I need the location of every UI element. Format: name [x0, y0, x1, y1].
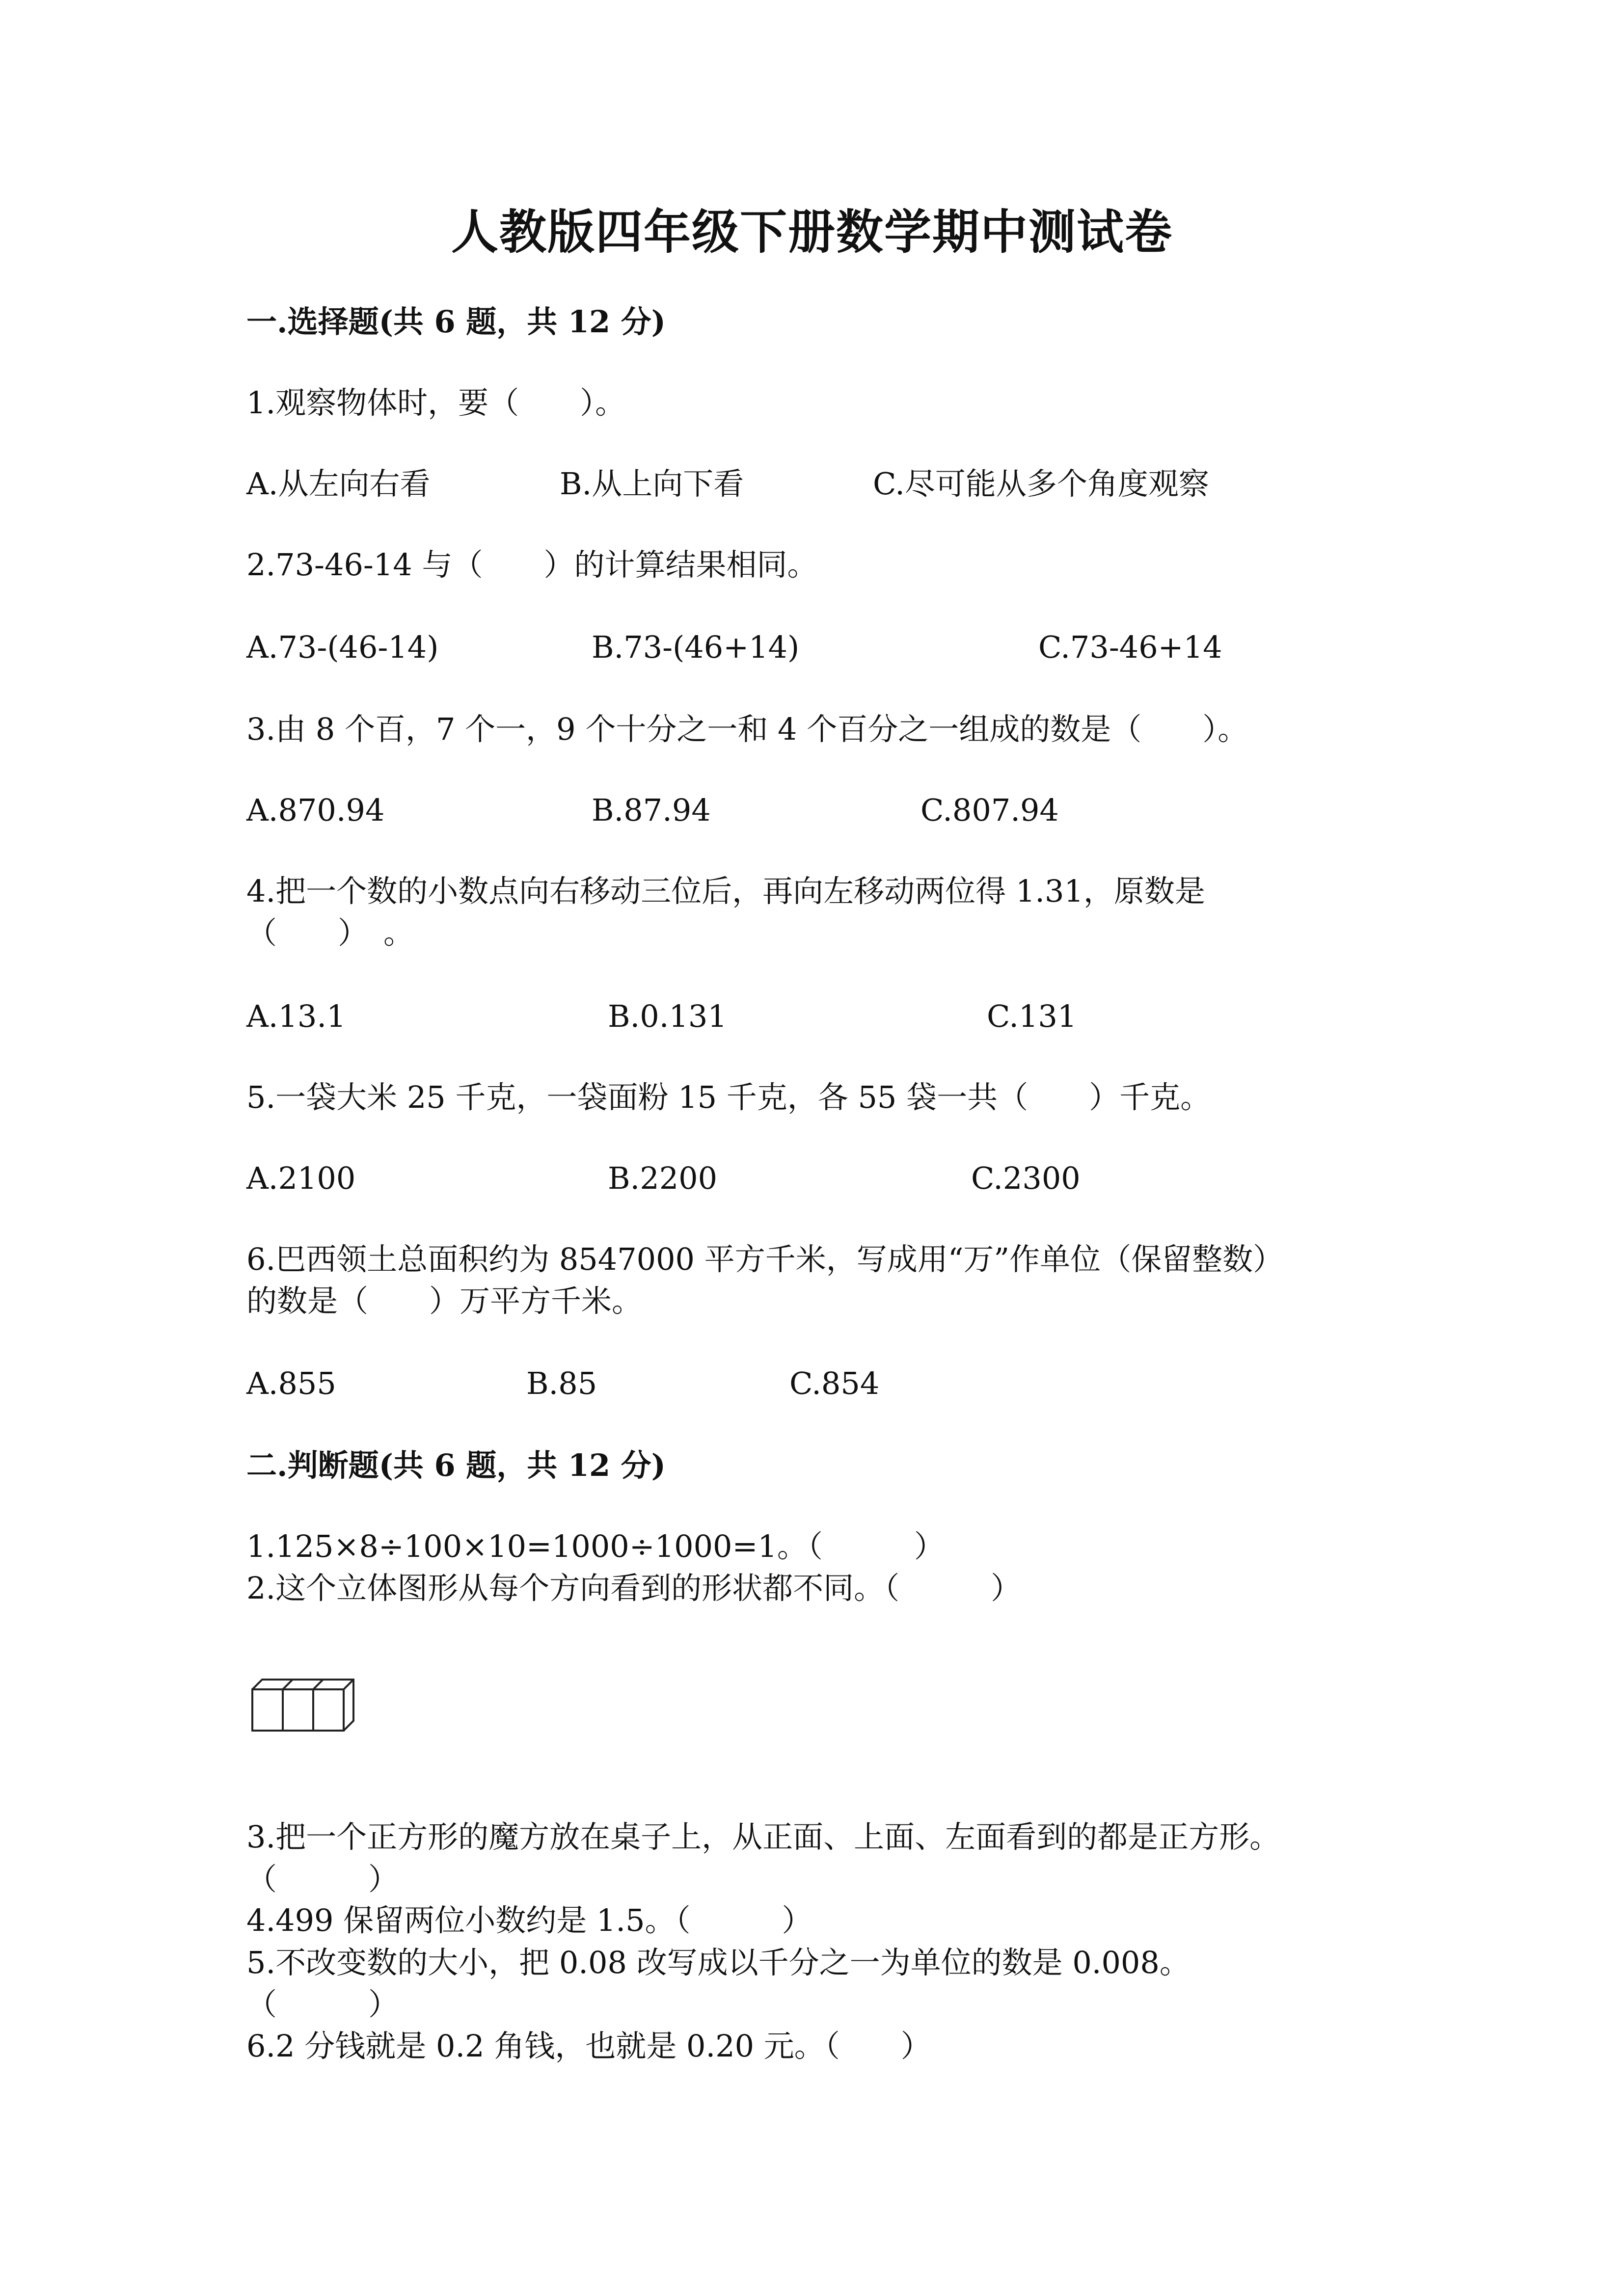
question-2-option-b: B.73-(46+14): [592, 629, 800, 665]
page-title: 人教版四年级下册数学期中测试卷: [451, 204, 1173, 260]
question-5-stem: 5.一袋大米 25 千克，一袋面粉 15 千克，各 55 袋一共（ ）千克。: [246, 1079, 1211, 1115]
question-3-option-c: C.807.94: [920, 792, 1059, 828]
section-heading-judgement: 二.判断题(共 6 题，共 12 分): [246, 1447, 666, 1483]
question-3-option-b: B.87.94: [592, 792, 711, 828]
question-3-option-a: A.870.94: [246, 792, 385, 828]
three-cubes-figure: [251, 1679, 354, 1733]
question-5-option-b: B.2200: [608, 1160, 718, 1196]
question-1-stem: 1.观察物体时，要（ ）。: [246, 385, 626, 421]
question-6-stem: 6.巴西领土总面积约为 8547000 平方千米，写成用“万”作单位（保留整数）: [246, 1241, 1284, 1277]
judgement-4: 4.499 保留两位小数约是 1.5。（ ）: [246, 1902, 812, 1938]
judgement-3-bracket: （ ）: [246, 1861, 399, 1897]
judgement-1: 1.125×8÷100×10=1000÷1000=1。（ ）: [246, 1528, 945, 1564]
question-1-option-c: C.尽可能从多个角度观察: [873, 466, 1209, 502]
question-6-stem-continued: 的数是（ ）万平方千米。: [246, 1283, 643, 1319]
question-2-option-a: A.73-(46-14): [246, 629, 439, 665]
judgement-5: 5.不改变数的大小，把 0.08 改写成以千分之一为单位的数是 0.008。: [246, 1945, 1190, 1980]
question-3-stem: 3.由 8 个百，7 个一，9 个十分之一和 4 个百分之一组成的数是（ ）。: [246, 711, 1248, 747]
question-4-option-c: C.131: [987, 998, 1077, 1034]
question-5-option-a: A.2100: [246, 1160, 356, 1196]
question-1-option-b: B.从上向下看: [560, 466, 744, 502]
question-6-option-a: A.855: [246, 1365, 336, 1401]
question-1-option-a: A.从左向右看: [246, 466, 431, 502]
question-4-stem-continued: （ ） 。: [246, 915, 414, 951]
section-heading-choice: 一.选择题(共 6 题，共 12 分): [246, 304, 666, 340]
question-2-stem: 2.73-46-14 与（ ）的计算结果相同。: [246, 547, 818, 583]
question-4-stem: 4.把一个数的小数点向右移动三位后，再向左移动两位得 1.31，原数是: [246, 873, 1205, 909]
judgement-5-bracket: （ ）: [246, 1986, 399, 2022]
question-5-option-c: C.2300: [971, 1160, 1081, 1196]
question-4-option-a: A.13.1: [246, 998, 346, 1034]
judgement-3: 3.把一个正方形的魔方放在桌子上，从正面、上面、左面看到的都是正方形。: [246, 1819, 1280, 1855]
question-4-option-b: B.0.131: [608, 998, 727, 1034]
judgement-2: 2.这个立体图形从每个方向看到的形状都不同。（ ）: [246, 1570, 1022, 1606]
question-6-option-c: C.854: [789, 1365, 880, 1401]
question-2-option-c: C.73-46+14: [1038, 629, 1222, 665]
question-6-option-b: B.85: [526, 1365, 597, 1401]
judgement-6: 6.2 分钱就是 0.2 角钱，也就是 0.20 元。（ ）: [246, 2028, 931, 2064]
